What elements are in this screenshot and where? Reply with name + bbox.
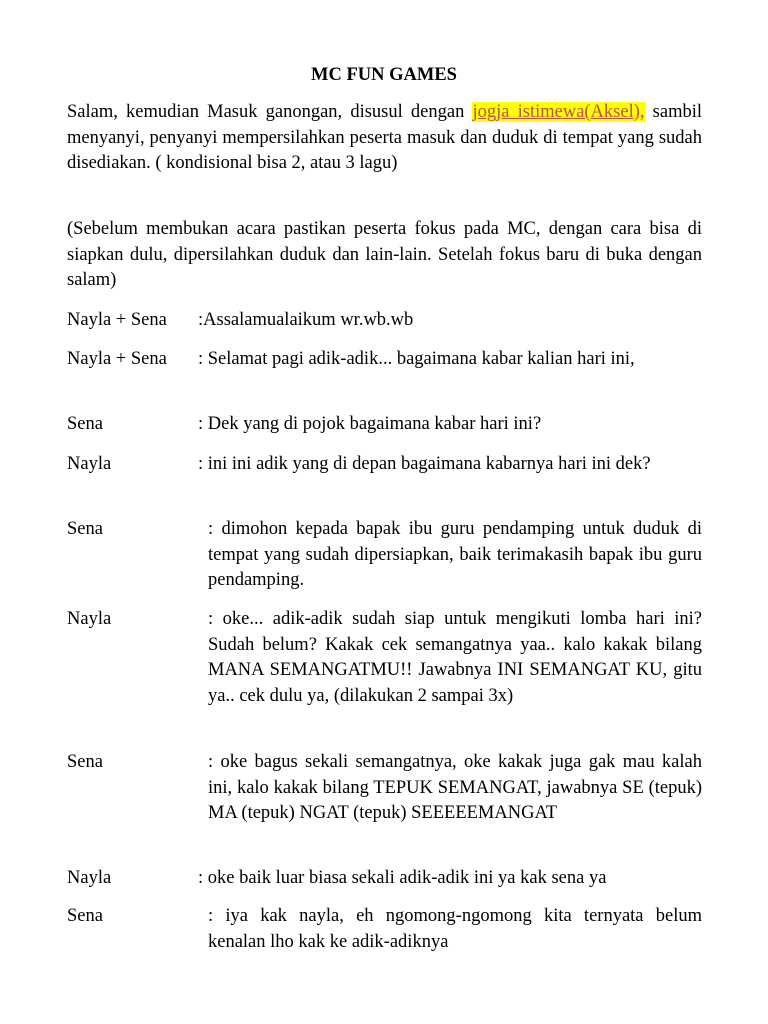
speaker-name: Nayla [67,609,112,629]
intro-text-before: Salam, kemudian Masuk ganongan, disusul dengan [67,102,473,122]
document-title: MC FUN GAMES [311,65,457,85]
intro-text-after: sambil menyanyi, penyanyi mempersilahkan peserta masuk dan duduk di tempat yang sudah disediakan. ( kondisional bisa 2, atau 3 lagu) [67,102,702,173]
speaker-name: Sena [67,519,103,539]
speaker-name: Nayla + Sena [67,310,167,330]
dialog-line [67,452,702,478]
dialog-text: : ini ini adik yang di depan bagaimana kabarnya hari ini dek? [198,454,651,474]
speaker-name: Nayla + Sena [67,349,167,369]
speaker-name: Sena [67,752,103,772]
dialog-text: : Dek yang di pojok bagaimana kabar hari ini? [198,414,542,434]
speaker-name: Nayla [67,454,112,474]
dialog-text: : iya kak nayla, eh ngomong-ngomong kita ternyata belum kenalan lho kak ke adik-adiknya [208,906,702,952]
speaker-name: Sena [67,414,103,434]
dialog-text: : dimohon kepada bapak ibu guru pendamping untuk duduk di tempat yang sudah dipersiapkan, baik terimakasih bapak ibu guru pendamping. [208,519,702,590]
intro-paragraph [67,100,702,177]
dialog-text: : Selamat pagi adik-adik... bagaimana kabar kalian hari ini, [198,349,635,369]
dialog-text: : oke... adik-adik sudah siap untuk mengikuti lomba hari ini? Sudah belum? Kakak cek semangatnya yaa.. kalo kakak bilang MANA SEMANGATMU!! Jawabnya INI SEMANGAT KU, gitu ya.. cek dulu ya, (dilakukan 2 sampai 3x) [208,609,702,706]
speaker-name: Nayla [67,868,112,888]
dialog-text: :Assalamualaikum wr.wb.wb [198,310,414,330]
dialog-line [67,347,702,373]
dialog-text: : oke baik luar biasa sekali adik-adik ini ya kak sena ya [198,868,607,888]
speaker-name: Sena [67,906,103,926]
note-paragraph: (Sebelum membukan acara pastikan peserta fokus pada MC, dengan cara bisa di siapkan dulu, dipersilahkan duduk dan lain-lain. Setelah fokus baru di buka dengan salam) [67,219,702,290]
dialog-text: : oke bagus sekali semangatnya, oke kakak juga gak mau kalah ini, kalo kakak bilang TEPUK SEMANGAT, jawabnya SE (tepuk) MA (tepuk) NGAT (tepuk) SEEEEEMANGAT [208,752,702,823]
highlighted-song-title: jogja istimewa(Aksel), [472,102,645,122]
